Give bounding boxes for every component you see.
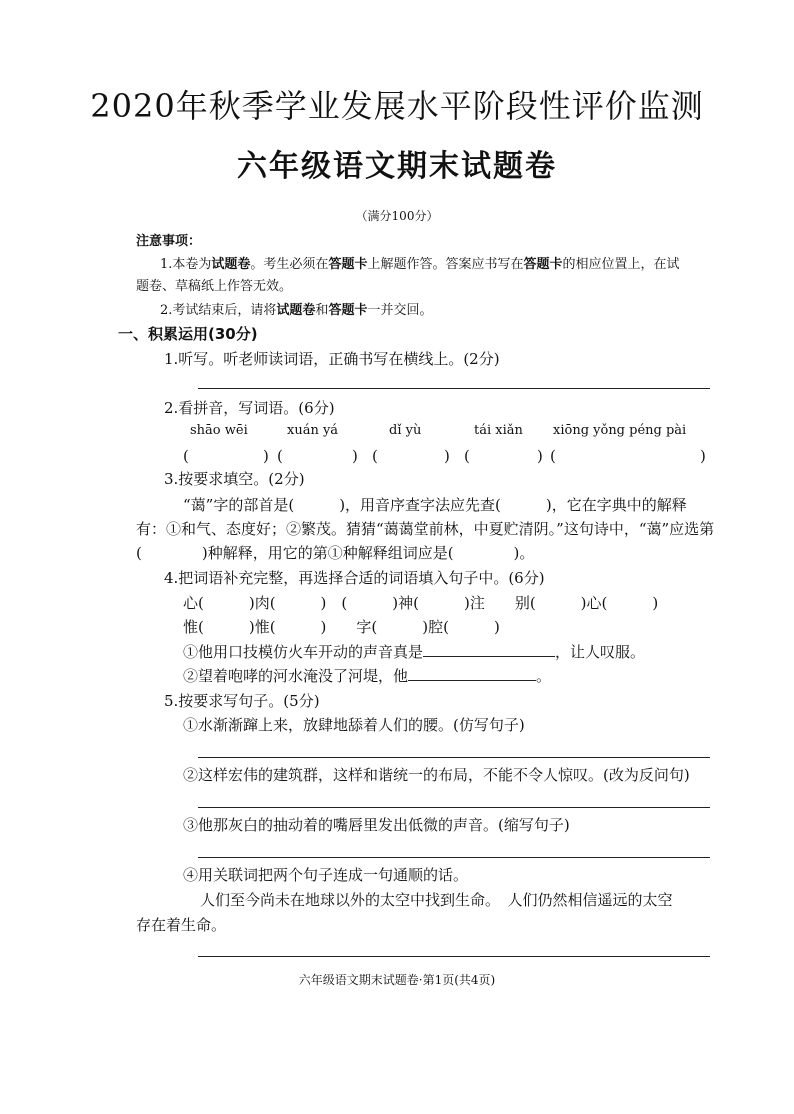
question-5: 5.按要求写句子。(5分) xyxy=(164,692,320,710)
bracket-close: ) xyxy=(700,447,706,465)
q4-row-1: 心( )肉( ) ( )神( )注 别( )心( ) xyxy=(183,594,659,612)
notice-bold: 试题卷 xyxy=(211,257,251,272)
q3-line-2: 有：①和气、态度好；②繁茂。猜猜“蔼蔼堂前林，中夏贮清阴。”这句诗中，“蔼”应选第 xyxy=(136,520,715,538)
bracket-close: ) xyxy=(444,447,450,465)
q5-item-4-line-1: 人们至今尚未在地球以外的太空中找到生命。 人们仍然相信遥远的太空 xyxy=(200,891,673,909)
notice-text: 上解题作答。答案应书写在 xyxy=(367,257,524,272)
notice-heading: 注意事项： xyxy=(136,234,202,249)
bracket-open: ( xyxy=(277,447,283,465)
q5-item-1: ①水渐渐蹿上来，放肆地舔着人们的腰。(仿写句子) xyxy=(183,716,525,734)
fill-blank[interactable] xyxy=(423,642,555,657)
answer-line[interactable] xyxy=(198,807,710,808)
q4-sentence-2 xyxy=(183,665,551,687)
notice-bold: 答题卡 xyxy=(328,303,368,318)
q5-item-4: ④用关联词把两个句子连成一句通顺的话。 xyxy=(183,866,469,884)
notice-item-2 xyxy=(160,301,432,321)
pinyin-2: xuán yá xyxy=(287,423,339,438)
pinyin-5: xiōng yǒng péng pài xyxy=(553,423,687,438)
bracket-close: ) xyxy=(537,447,543,465)
answer-line[interactable] xyxy=(198,388,710,389)
notice-item-1-cont: 题卷、草稿纸上作答无效。 xyxy=(136,279,293,294)
pinyin-3: dǐ yù xyxy=(389,423,422,438)
q5-item-2: ②这样宏伟的建筑群，这样和谐统一的布局，不能不令人惊叹。(改为反问句) xyxy=(183,766,690,784)
bracket-close: ) xyxy=(352,447,358,465)
section-heading: 一、积累运用(30分) xyxy=(118,325,258,343)
notice-text: 和 xyxy=(315,303,329,318)
bracket-open: ( xyxy=(372,447,378,465)
pinyin-1: shāo wēi xyxy=(190,423,248,438)
answer-line[interactable] xyxy=(198,857,710,858)
notice-bold: 答题卡 xyxy=(328,257,368,272)
bracket-open: ( xyxy=(550,447,556,465)
notice-text: 的相应位置上，在试 xyxy=(562,257,680,272)
q5-item-3: ③他那灰白的抽动着的嘴唇里发出低微的声音。(缩写句子) xyxy=(183,816,570,834)
q4-sentence-1 xyxy=(183,641,645,663)
answer-line[interactable] xyxy=(198,757,710,758)
page-footer: 六年级语文期末试题卷·第1页(共4页) xyxy=(298,973,496,987)
full-score: （满分100分） xyxy=(355,209,439,223)
q5-item-4-line-2: 存在着生命。 xyxy=(136,916,227,934)
pinyin-4: tái xiǎn xyxy=(474,423,523,438)
sentence-text: ，让人叹服。 xyxy=(555,643,646,661)
notice-text: 。考生必须在 xyxy=(250,257,329,272)
exam-title: 2020年秋季学业发展水平阶段性评价监测 xyxy=(90,87,704,125)
q3-line-1: “蔼”字的部首是( )，用音序查字法应先查( )，它在字典中的解释 xyxy=(183,496,687,514)
question-4: 4.把词语补充完整，再选择合适的词语填入句子中。(6分) xyxy=(164,569,545,587)
answer-line[interactable] xyxy=(198,956,710,957)
q3-line-3: ( )种解释，用它的第①种解释组词应是( )。 xyxy=(136,544,535,562)
sentence-text: ②望着咆哮的河水淹没了河堤，他 xyxy=(183,667,409,685)
notice-bold: 答题卡 xyxy=(523,257,563,272)
notice-text: 一并交回。 xyxy=(367,303,433,318)
exam-subtitle: 六年级语文期末试题卷 xyxy=(237,149,557,184)
question-2: 2.看拼音，写词语。(6分) xyxy=(164,399,335,417)
question-1: 1.听写。听老师读词语，正确书写在横线上。(2分) xyxy=(164,350,500,368)
bracket-open: ( xyxy=(464,447,470,465)
bracket-close: ) xyxy=(263,447,269,465)
q4-row-2: 惟( )惟( ) 字( )腔( ) xyxy=(183,618,500,636)
notice-item-1 xyxy=(160,255,680,275)
fill-blank[interactable] xyxy=(408,666,536,681)
notice-text: 2.考试结束后，请将 xyxy=(160,303,277,318)
sentence-text: 。 xyxy=(536,667,552,685)
notice-bold: 试题卷 xyxy=(276,303,316,318)
bracket-open: ( xyxy=(183,447,189,465)
question-3: 3.按要求填空。(2分) xyxy=(164,470,305,488)
notice-text: 1.本卷为 xyxy=(160,257,212,272)
sentence-text: ①他用口技模仿火车开动的声音真是 xyxy=(183,643,424,661)
